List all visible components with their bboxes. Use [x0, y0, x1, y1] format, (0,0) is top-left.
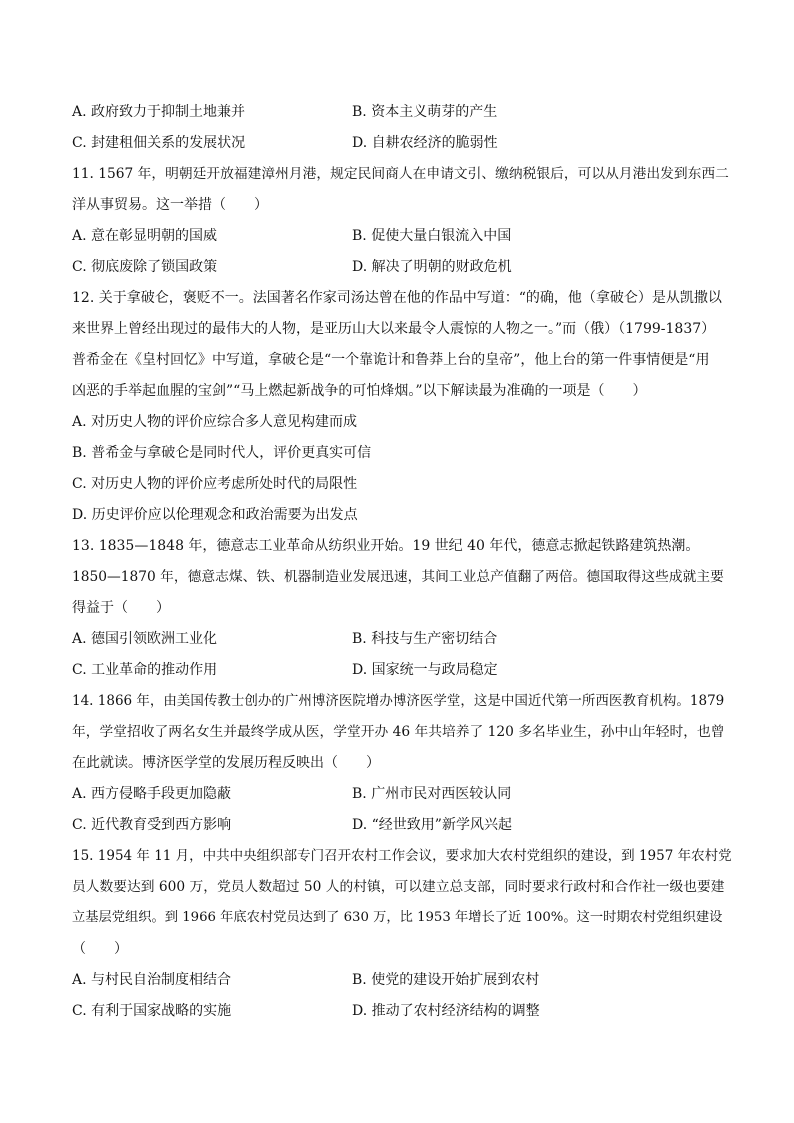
- q14-options-row-2: [72, 815, 732, 835]
- q13-options-row-2: [72, 660, 732, 680]
- q15-options-row-1: [72, 970, 732, 990]
- q14-options-row-1: [72, 784, 732, 804]
- q13-stem-line-2: 1850—1870 年，德意志煤、铁、机器制造业发展迅速，其间工业总产值翻了两倍。德国取得这些成就主要: [72, 569, 724, 585]
- q15-stem-line-2: 员人数要达到 600 万，党员人数超过 50 人的村镇，可以建立总支部，同时要求行政村和合作社一级也要建: [72, 879, 725, 895]
- q10-option-b[interactable]: B. 资本主义萌芽的产生: [352, 104, 498, 120]
- q11-stem-line-2: 洋从事贸易。这一举措（ ）: [72, 197, 268, 213]
- q12-option-b[interactable]: B. 普希金与拿破仑是同时代人，评价更真实可信: [72, 445, 372, 461]
- q11-option-c[interactable]: C. 彻底废除了锁国政策: [72, 259, 218, 275]
- q15-option-a[interactable]: A. 与村民自治制度相结合: [72, 972, 232, 988]
- q12-stem-line-1: 12. 关于拿破仑，褒贬不一。法国著名作家司汤达曾在他的作品中写道：“的确，他（拿破仑）是从凯撒以: [72, 290, 722, 306]
- q11-stem-line-1: 11. 1567 年，明朝廷开放福建漳州月港，规定民间商人在申请文引、缴纳税银后，可以从月港出发到东西二: [72, 166, 729, 182]
- q15-stem-line-3: 立基层党组织。到 1966 年底农村党员达到了 630 万，比 1953 年增长了近 100%。这一时期农村党组织建设: [72, 910, 723, 925]
- q14-option-b[interactable]: B. 广州市民对西医较认同: [352, 786, 512, 802]
- q15-option-b[interactable]: B. 使党的建设开始扩展到农村: [352, 972, 540, 988]
- q13-option-c[interactable]: C. 工业革命的推动作用: [72, 662, 218, 678]
- q12-option-d[interactable]: D. 历史评价应以伦理观念和政治需要为出发点: [72, 507, 358, 523]
- q13-stem-line-3: 得益于（ ）: [72, 600, 170, 616]
- q13-option-a[interactable]: A. 德国引领欧洲工业化: [72, 631, 218, 647]
- q10-options-row-1: [72, 102, 732, 122]
- q11-options-row-1: [72, 226, 732, 246]
- q14-option-d[interactable]: D. “经世致用”新学风兴起: [352, 817, 512, 833]
- q13-option-b[interactable]: B. 科技与生产密切结合: [352, 631, 498, 647]
- q13-option-d[interactable]: D. 国家统一与政局稳定: [352, 662, 498, 678]
- q11-option-b[interactable]: B. 促使大量白银流入中国: [352, 228, 512, 244]
- q14-option-c[interactable]: C. 近代教育受到西方影响: [72, 817, 232, 833]
- q11-options-row-2: [72, 257, 732, 277]
- q10-option-a[interactable]: A. 政府致力于抑制土地兼并: [72, 104, 246, 120]
- q12-stem-line-2: 来世界上曾经出现过的最伟大的人物，是亚历山大以来最令人震惊的人物之一。”而（俄）（1799-1837）: [72, 321, 716, 337]
- q14-option-a[interactable]: A. 西方侵略手段更加隐蔽: [72, 786, 232, 802]
- q14-stem-line-3: 在此就读。博济医学堂的发展历程反映出（ ）: [72, 755, 380, 771]
- q11-option-a[interactable]: A. 意在彰显明朝的国威: [72, 228, 218, 244]
- q12-stem-line-3: 普希金在《皇村回忆》中写道，拿破仑是“一个靠诡计和鲁莽上台的皇帝”，他上台的第一件事情便是“用: [72, 352, 710, 368]
- q14-stem-line-1: 14. 1866 年，由美国传教士创办的广州博济医院增办博济医学堂，这是中国近代第一所西医教育机构。1879: [72, 693, 725, 709]
- q11-option-d[interactable]: D. 解决了明朝的财政危机: [352, 259, 512, 275]
- q12-option-a[interactable]: A. 对历史人物的评价应综合多人意见构建而成: [72, 414, 358, 430]
- q15-option-c[interactable]: C. 有利于国家战略的实施: [72, 1003, 232, 1019]
- q13-options-row-1: [72, 629, 732, 649]
- q10-option-d[interactable]: D. 自耕农经济的脆弱性: [352, 135, 498, 151]
- q14-stem-line-2: 年，学堂招收了两名女生并最终学成从医，学堂开办 46 年共培养了 120 多名毕业生，孙中山年轻时，也曾: [72, 724, 725, 740]
- q15-options-row-2: [72, 1001, 732, 1021]
- q15-stem-line-1: 15. 1954 年 11 月，中共中央组织部专门召开农村工作会议，要求加大农村党组织的建设，到 1957 年农村党: [72, 848, 732, 864]
- q12-stem-line-4: 凶恶的手举起血腥的宝剑”“马上燃起新战争的可怕烽烟。”以下解读最为准确的一项是（ ）: [72, 383, 647, 399]
- q15-option-d[interactable]: D. 推动了农村经济结构的调整: [352, 1003, 540, 1019]
- q10-options-row-2: [72, 133, 732, 153]
- q12-option-c[interactable]: C. 对历史人物的评价应考虑所处时代的局限性: [72, 476, 358, 492]
- q10-option-c[interactable]: C. 封建租佃关系的发展状况: [72, 135, 246, 151]
- q13-stem-line-1: 13. 1835—1848 年，德意志工业革命从纺织业开始。19 世纪 40 年代，德意志掀起铁路建筑热潮。: [72, 538, 700, 554]
- q15-stem-line-4: （ ）: [72, 941, 128, 957]
